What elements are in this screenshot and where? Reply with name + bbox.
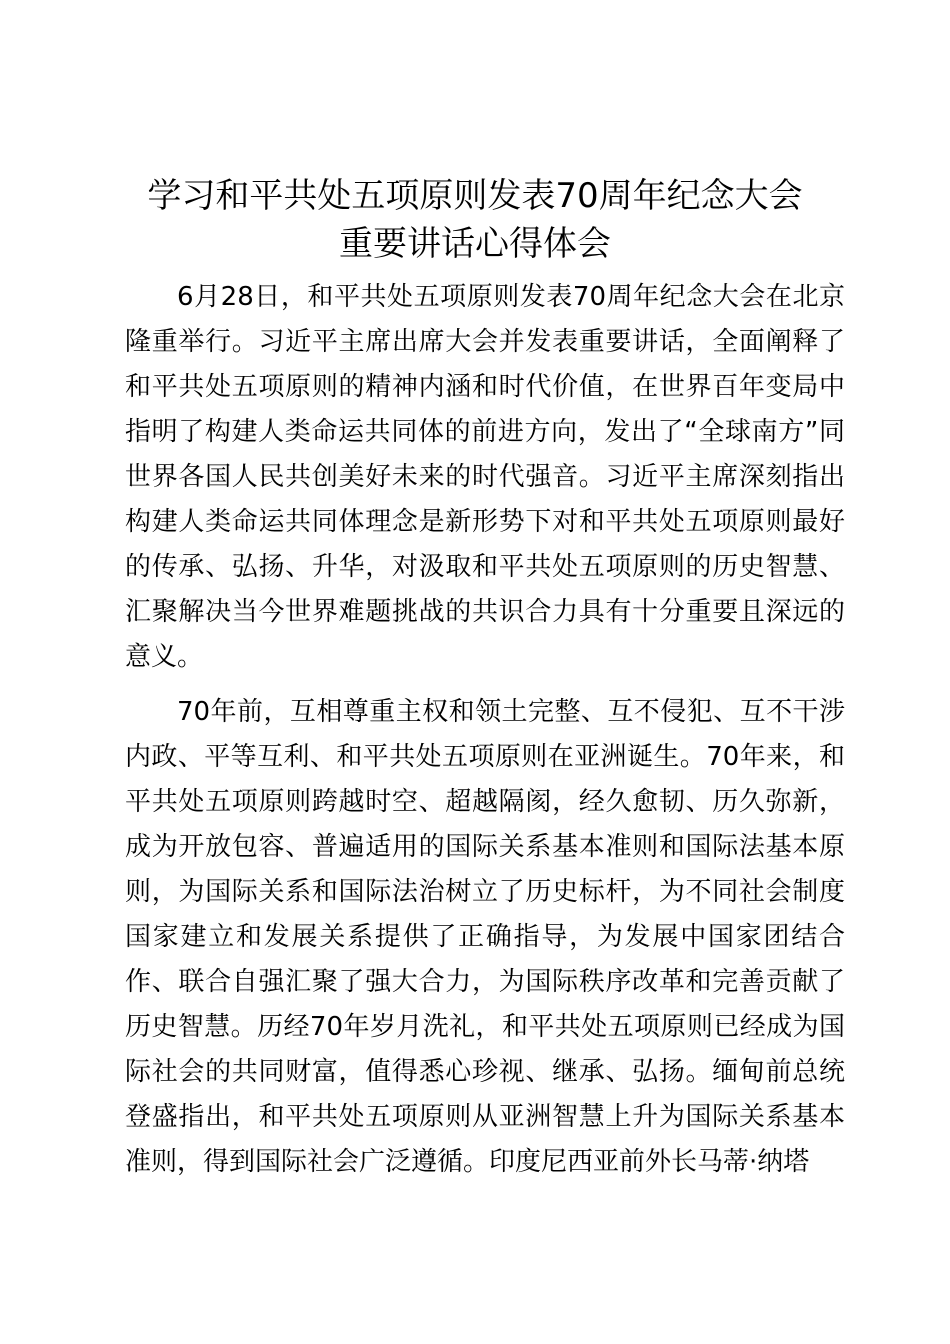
paragraph-1: 6月28日，和平共处五项原则发表70周年纪念大会在北京隆重举行。习近平主席出席大会并发表重要讲话，全面阐释了和平共处五项原则的精神内涵和时代价值，在世界百年变局中指明了构建人类命运共同体的前进方向，发出了“全球南方”同世界各国人民共创美好未来的时代强音。习近平主席深刻指出构建人类命运共同体理念是新形势下对和平共处五项原则最好的传承、弘扬、升华，对汲取和平共处五项原则的历史智慧、汇聚解决当今世界难题挑战的共识合力具有十分重要且深远的意义。 — [125, 282, 845, 672]
document-body — [125, 275, 845, 1195]
paragraph-2: 70年前，互相尊重主权和领土完整、互不侵犯、互不干涉内政、平等互利、和平共处五项原则在亚洲诞生。70年来，和平共处五项原则跨越时空、超越隔阂，经久愈韧、历久弥新，成为开放包容、普遍适用的国际关系基本准则和国际法基本原则，为国际关系和国际法治树立了历史标杆，为不同社会制度国家建立和发展关系提供了正确指导，为发展中国家团结合作、联合自强汇聚了强大合力，为国际秩序改革和完善贡献了历史智慧。历经70年岁月洗礼，和平共处五项原则已经成为国际社会的共同财富，值得悉心珍视、继承、弘扬。缅甸前总统登盛指出，和平共处五项原则从亚洲智慧上升为国际关系基本准则，得到国际社会广泛遵循。印度尼西亚前外长马蒂·纳塔 — [125, 697, 845, 1177]
title-line-2: 重要讲话心得体会 — [339, 224, 611, 264]
title-line-1: 学习和平共处五项原则发表70周年纪念大会 — [147, 176, 803, 216]
document-title — [110, 172, 840, 268]
